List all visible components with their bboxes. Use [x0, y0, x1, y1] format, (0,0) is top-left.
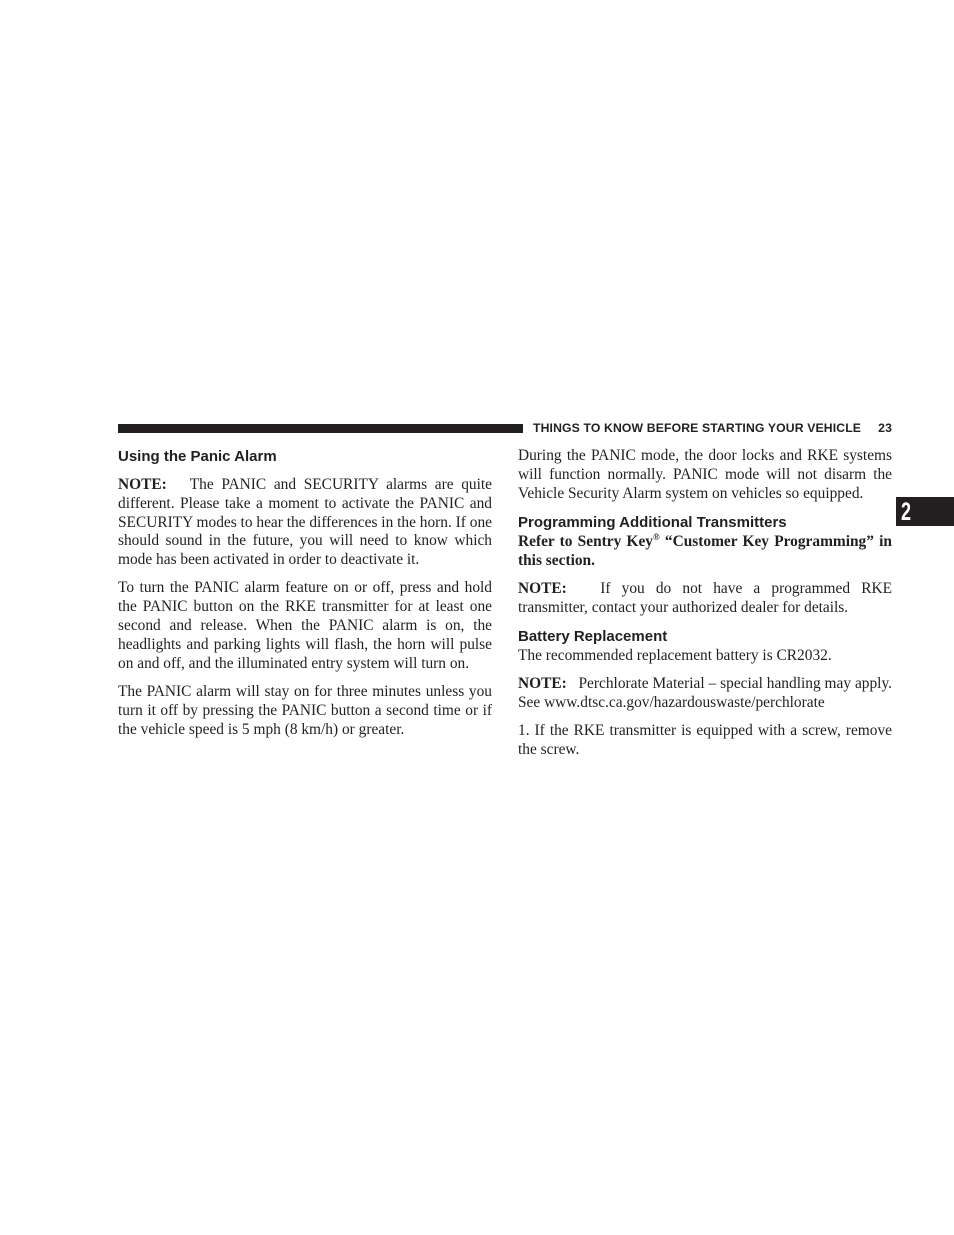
battery-type-paragraph: The recommended replacement battery is CR2032. — [518, 647, 832, 665]
chapter-tab — [896, 497, 954, 526]
refer-text-a: Refer to Sentry Key — [518, 532, 653, 550]
battery-step-1-paragraph: 1. If the RKE transmitter is equipped with a screw, remove the screw. — [518, 722, 892, 759]
heading-battery-replacement: Battery Replacement — [518, 628, 668, 646]
page-number: 23 — [878, 421, 892, 435]
running-header — [533, 419, 892, 437]
registered-mark: ® — [652, 531, 660, 542]
header-rule — [118, 424, 523, 433]
panic-mode-paragraph: During the PANIC mode, the door locks and RKE systems will function normally. PANIC mode will not disarm the Vehicle Security Alarm system on vehicles so equipped. — [518, 447, 892, 502]
perchlorate-note-paragraph — [518, 675, 892, 713]
right-column — [518, 447, 892, 760]
chapter-number: 2 — [901, 498, 912, 526]
programming-note-paragraph — [518, 580, 892, 618]
note-text: Perchlorate Material – special handling may apply. See www.dtsc.ca.gov/hazardouswaste/perchlorate — [518, 675, 893, 712]
refer-sentry-key-paragraph — [518, 533, 892, 571]
note-text: The PANIC and SECURITY alarms are quite different. Please take a moment to activate the PANIC and SECURITY modes to hear the differences in the horn. If one should sound in the future, you will need to know which mode has been activated in order to deactivate it. — [118, 476, 493, 569]
note-text: If you do not have a programmed RKE transmitter, contact your authorized dealer for details. — [518, 579, 892, 616]
panic-duration-paragraph: The PANIC alarm will stay on for three minutes unless you turn it off by pressing the PANIC button a second time or if the vehicle speed is 5 mph (8 km/h) or greater. — [118, 682, 492, 738]
panic-note-paragraph — [118, 476, 492, 570]
running-header-title: THINGS TO KNOW BEFORE STARTING YOUR VEHICLE — [533, 421, 862, 435]
note-label: NOTE: — [518, 579, 567, 597]
heading-programming-transmitters: Programming Additional Transmitters — [518, 513, 787, 531]
heading-using-panic-alarm: Using the Panic Alarm — [118, 448, 277, 465]
left-column — [118, 447, 492, 749]
note-label: NOTE: — [518, 675, 567, 693]
refer-text-b: “Customer Key Programming” in this section. — [518, 532, 892, 569]
panic-activation-paragraph: To turn the PANIC alarm feature on or off, press and hold the PANIC button on the RKE transmitter for at least one second and release. When the PANIC alarm is on, the headlights and parking lights will flash, the horn will pulse on and off, and the illuminated entry system will turn on. — [118, 579, 492, 672]
note-label: NOTE: — [118, 476, 167, 493]
